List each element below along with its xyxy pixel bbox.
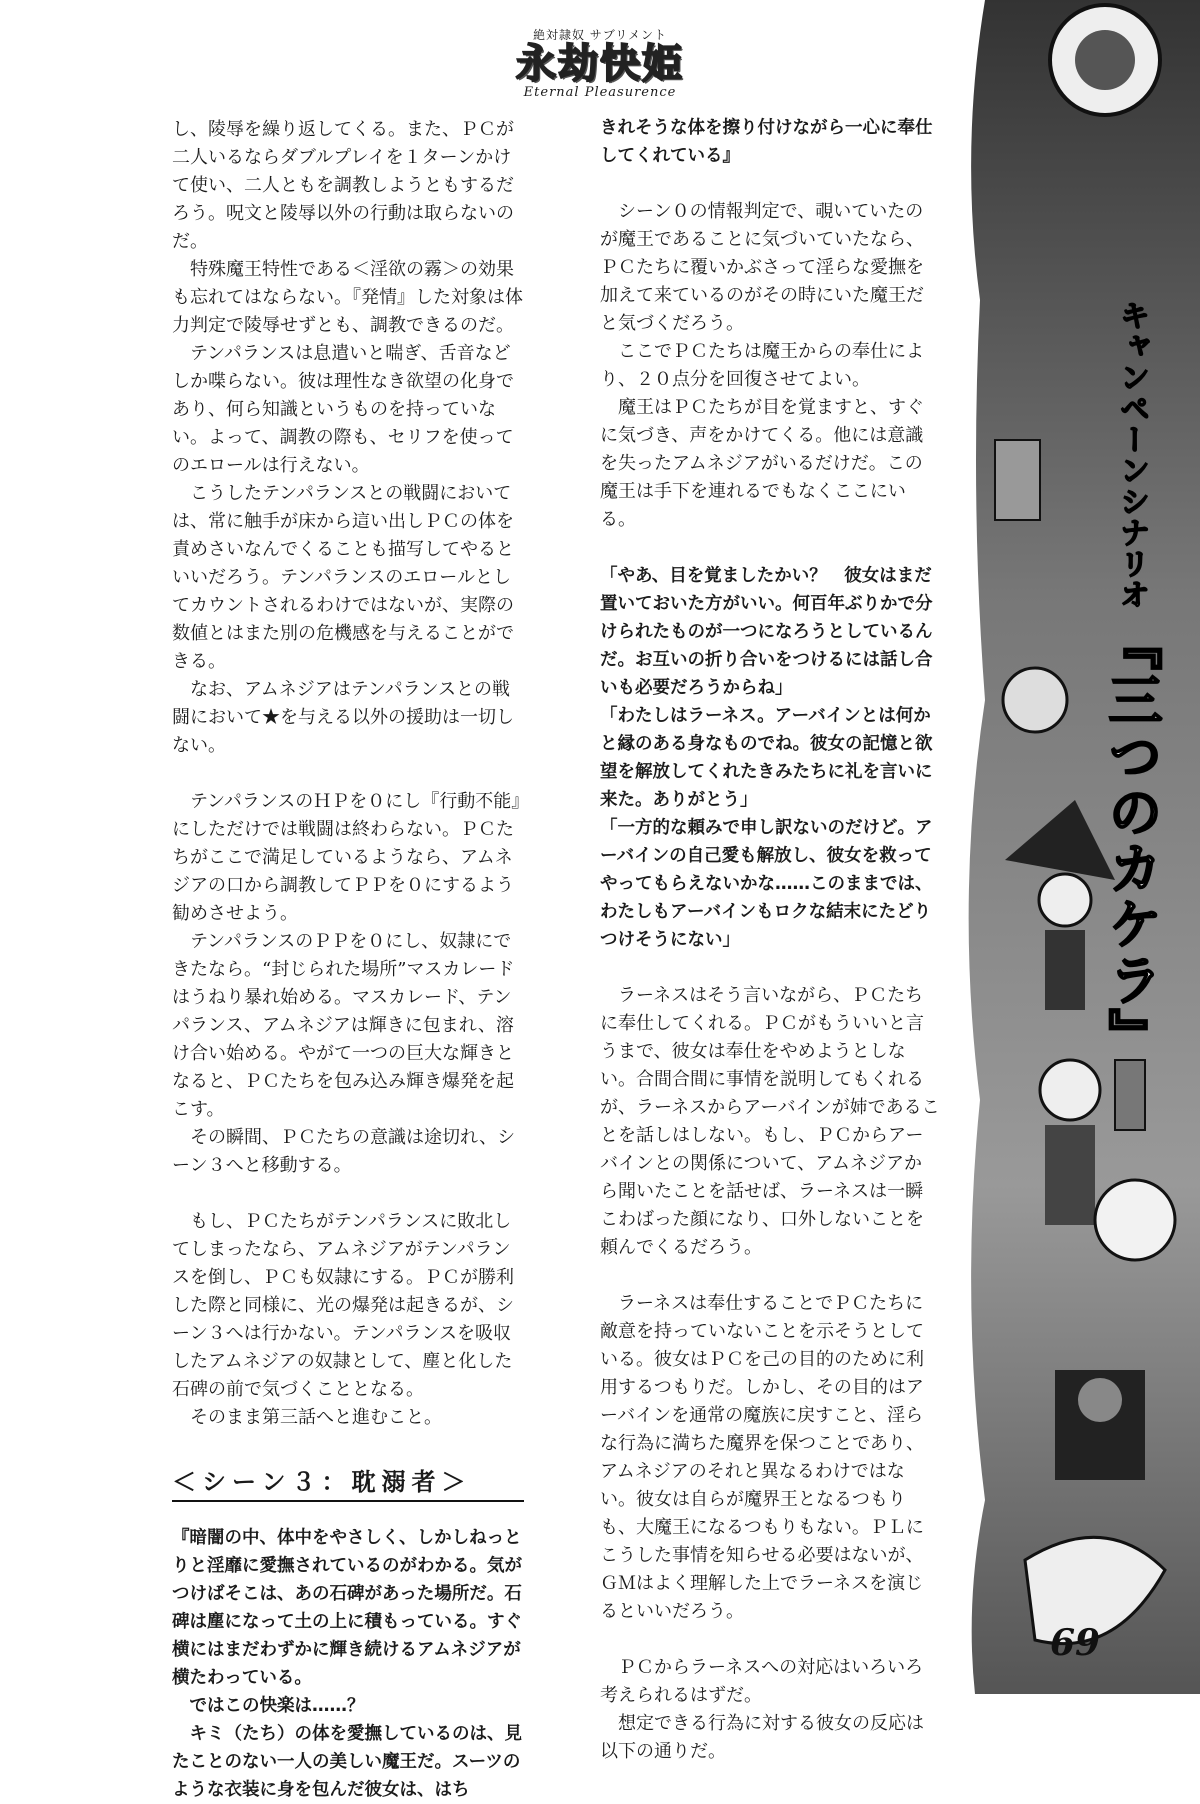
dialogue-line: 「一方的な頼みで申し訳ないのだけど。アーバインの自己愛も解放し、彼女を救ってやってもらえないかな……このままでは、わたしもアーバインもロクな結末にたどりつけそうにない」 [600, 818, 933, 950]
read-aloud-box [172, 1524, 526, 1804]
page-number: 69 [1050, 1622, 1101, 1664]
logo-title: 永劫快姫 [516, 41, 684, 87]
paragraph: 魔王はＰＣたちが目を覚ますと、すぐに気づき、声をかけてくる。他には意識を失ったアムネジアがいるだけだ。この魔王は手下を連れるでもなくここにいる。 [600, 397, 924, 530]
read-aloud-text: 『暗闇の中、体中をやさしく、しかしねっとりと淫靡に愛撫されているのがわかる。気がつけばそこは、あの石碑があった場所だ。石碑は塵になって土の上に積もっている。すぐ横にはまだわずかに輝き続けるアムネジアが横たわっている。 [172, 1528, 522, 1688]
read-aloud-text: ではこの快楽は……？ [189, 1696, 365, 1716]
paragraph: テンパランスのＨＰを０にし『行動不能』にしただけでは戦闘は終わらない。ＰＣたちがここで満足しているようなら、アムネジアの口から調教してＰＰを０にするよう勧めさせよう。 [172, 791, 521, 924]
paragraph: 想定できる行為に対する彼女の反応は以下の通りだ。 [600, 1713, 924, 1762]
paragraph: テンパランスのＰＰを０にし、奴隷にできたなら。“封じられた場所”マスカレードはうねり暴れ始める。マスカレード、テンパランス、アムネジアは輝きに包まれ、溶け合い始める。やがて一つの巨大な輝きとなると、ＰＣたちを包み込み輝き爆発を起こす。 [172, 931, 515, 1120]
logo-english: Eternal Pleasurence [523, 85, 677, 100]
side-title-small: キャンペーンシナリオ [1114, 300, 1149, 610]
right-column [600, 114, 940, 1766]
paragraph: テンパランスは息遣いと喘ぎ、舌音などしか喋らない。彼は理性なき欲望の化身であり、何ら知識というものを持っていない。よって、調教の際も、セリフを使ってのエロールは行えない。 [172, 343, 514, 476]
logo-subtitle: 絶対隷奴 サブリメント [532, 28, 668, 42]
read-aloud-text: キミ（たち）の体を愛撫しているのは、見たことのない一人の美しい魔王だ。スーツのような衣装に身を包んだ彼女は、はち [172, 1724, 522, 1800]
dialogue-line: 「わたしはラーネス。アーバインとは何かと縁のある身なものでね。彼女の記憶と欲望を解放してくれたきみたちに礼を言いに来た。ありがとう」 [600, 706, 933, 810]
dialogue-line: 「やあ、目を覚ましたかい？ 彼女はまだ置いておいた方がいい。何百年ぶりかで分けられたものが一つになろうとしているんだ。お互いの折り合いをつけるには話し合いも必要だろうからね」 [600, 566, 933, 698]
paragraph: シーン０の情報判定で、覗いていたのが魔王であることに気づいていたなら、ＰＣたちに覆いかぶさって淫らな愛撫を加えて来ているのがその時にいた魔王だと気づくだろう。 [600, 201, 924, 334]
paragraph: こうしたテンパランスとの戦闘においては、常に触手が床から這い出しＰＣの体を責めさいなんでくることも描写してやるといいだろう。テンパランスのエロールとしてカウントされるわけではないが、実際の数値とはまた別の危機感を与えることができる。 [172, 483, 514, 672]
paragraph: ラーネスは奉仕することでＰＣたちに敵意を持っていないことを示そうとしている。彼女はＰＣを己の目的のために利用するつもりだ。しかし、その目的はアーバインを通常の魔族に戻すこと、淫らな行為に満ちた魔界を保つことであり、アムネジアのそれと異なるわけではない。彼女は自らが魔界王となるつもりも、大魔王になるつもりもない。ＰＬにこうした事情を知らせる必要はないが、ＧＭはよく理解した上でラーネスを演じるといいだろう。 [600, 1293, 924, 1622]
paragraph: そのまま第三話へと進むこと。 [190, 1407, 442, 1428]
side-title-big: 『三つのカケラ』 [1100, 615, 1163, 1064]
paragraph: なお、アムネジアはテンパランスとの戦闘において★を与える以外の援助は一切しない。 [172, 679, 514, 756]
read-aloud-text: きれそうな体を擦り付けながら一心に奉仕してくれている』 [600, 118, 933, 166]
header-logo [505, 28, 695, 100]
paragraph: その瞬間、ＰＣたちの意識は途切れ、シーン３へと移動する。 [172, 1127, 516, 1176]
read-aloud-box-continued [600, 114, 940, 170]
paragraph: 特殊魔王特性である＜淫欲の霧＞の効果も忘れてはならない。『発情』した対象は体力判定で陵辱せずとも、調教できるのだ。 [172, 259, 523, 336]
paragraph: ＰＣからラーネスへの対応はいろいろ考えられるはずだ。 [600, 1657, 924, 1706]
dialogue-box [600, 562, 940, 954]
left-column [172, 116, 526, 1804]
paragraph: ラーネスはそう言いながら、ＰＣたちに奉仕してくれる。ＰＣがもういいと言うまで、彼女は奉仕をやめようとしない。合間合間に事情を説明してもくれるが、ラーネスからアーバインが姉であることを話しはしない。もし、ＰＣからアーバインとの関係について、アムネジアから聞いたことを話せば、ラーネスは一瞬こわばった顔になり、口外しないことを頼んでくるだろう。 [600, 985, 940, 1258]
paragraph: ここでＰＣたちは魔王からの奉仕により、２０点分を回復させてよい。 [600, 341, 924, 390]
paragraph: もし、ＰＣたちがテンパランスに敗北してしまったなら、アムネジアがテンパランスを倒し、ＰＣも奴隷にする。ＰＣが勝利した際と同様に、光の爆発は起きるが、シーン３へは行かない。テンパランスを吸収したアムネジアの奴隷として、塵と化した石碑の前で気づくこととなる。 [172, 1211, 514, 1400]
section-heading: ＜シーン３：耽溺者＞ [172, 1468, 524, 1502]
paragraph: し、陵辱を繰り返してくる。また、ＰＣが二人いるならダブルプレイを１ターンかけて使い、二人ともを調教しようともするだろう。呪文と陵辱以外の行動は取らないのだ。 [172, 119, 514, 252]
side-title [1020, 300, 1170, 1064]
